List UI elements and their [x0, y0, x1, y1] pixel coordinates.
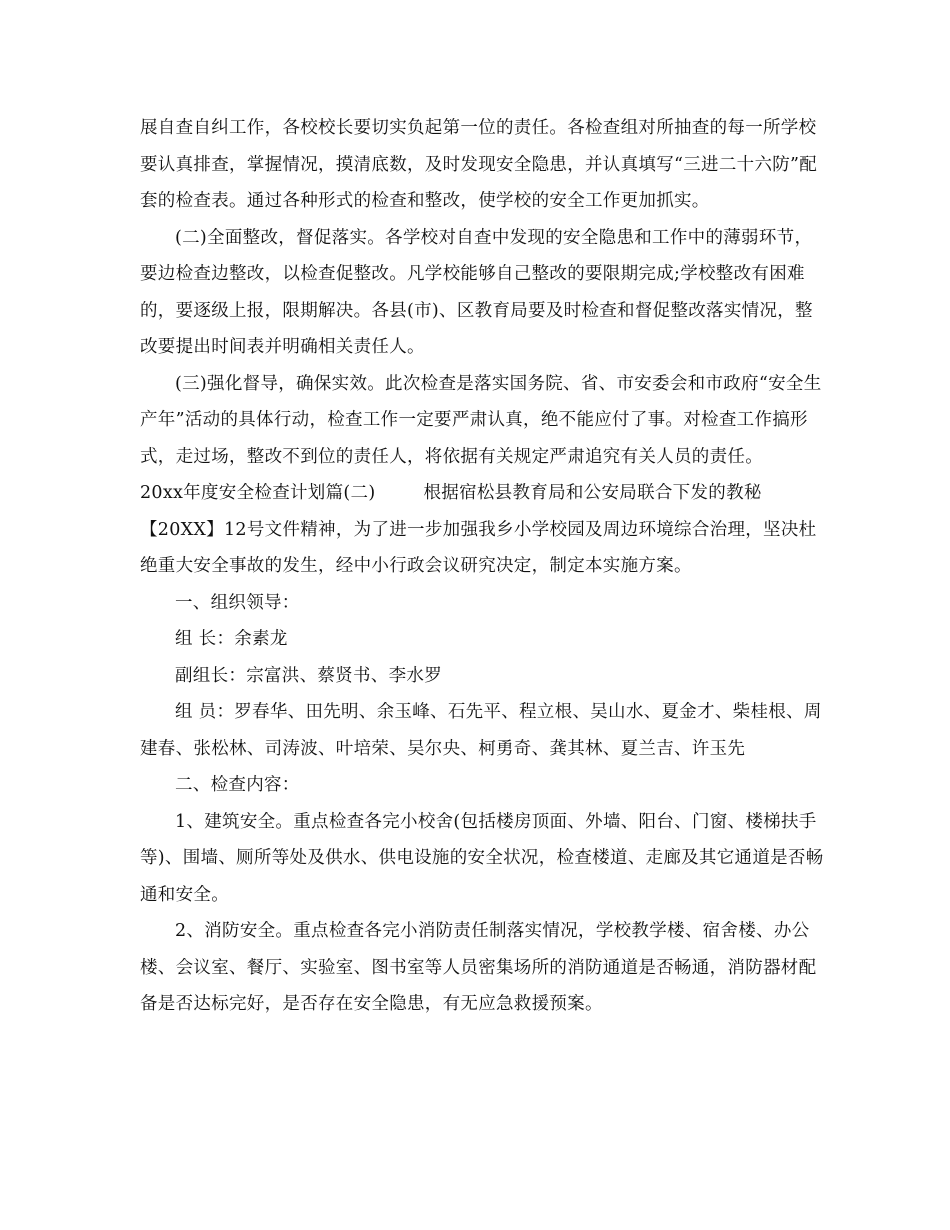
plan-intro-rest: 【20XX】12号文件精神，为了进一步加强我乡小学校园及周边环境综合治理，坚决杜绝重大安全事故的发生，经中小行政会议研究决定，制定本实施方案。 [140, 519, 817, 576]
item-fire-safety: 2、消防安全。重点检查各完小消防责任制落实情况，学校教学楼、宿舍楼、办公楼、会议室、餐厅、实验室、图书室等人员密集场所的消防通道是否畅通，消防器材配备是否达标完好，是否存在安全隐患，有无应急救援预案。 [140, 921, 817, 1014]
section-organization-heading: 一、组织领导： [175, 592, 300, 613]
paragraph-plan-intro [140, 475, 825, 585]
paragraph-self-inspection: 展自查自纠工作，各校校长要切实负起第一位的责任。各检查组对所抽查的每一所学校要认真排查，掌握情况，摸清底数，及时发现安全隐患，并认真填写“三进二十六防”配套的检查表。通过各种形式的检查和整改，使学校的安全工作更加抓实。 [140, 118, 818, 211]
group-leader-line: 组 长：余素龙 [175, 629, 288, 649]
paragraph-supervision: (三)强化督导，确保实效。此次检查是落实国务院、省、市安委会和市政府“安全生产年”活动的具体行动，检查工作一定要严肃认真，绝不能应付了事。对检查工作搞形式，走过场，整改不到位的责任人，将依据有关规定严肃追究有关人员的责任。 [140, 373, 822, 467]
section-inspection-content-heading: 二、检查内容： [175, 775, 300, 795]
item-building-safety: 1、建筑安全。重点检查各完小校舍(包括楼房顶面、外墙、阳台、门窗、楼梯扶手等)、围墙、厕所等处及供水、供电设施的安全状况，检查楼道、走廊及其它通道是否畅通和安全。 [140, 811, 824, 905]
plan-heading-title: 20xx年度安全检查计划篇(二) [140, 483, 376, 503]
document-body [140, 110, 825, 1023]
paragraph-rectification: (二)全面整改，督促落实。各学校对自查中发现的安全隐患和工作中的薄弱环节，要边检查边整改，以检查促整改。凡学校能够自己整改的要限期完成;学校整改有困难的，要逐级上报，限期解决。各县(市)、区教育局要及时检查和督促整改落实情况，整改要提出时间表并明确相关责任人。 [140, 227, 813, 357]
deputy-leader-line: 副组长：宗富洪、蔡贤书、李水罗 [175, 665, 442, 686]
plan-intro-lead: 根据宿松县教育局和公安局联合下发的教秘 [423, 483, 762, 503]
group-members-line: 组 员：罗春华、田先明、余玉峰、石先平、程立根、吴山水、夏金才、柴桂根、周建春、张松林、司涛波、叶培荣、吴尔央、柯勇奇、龚其林、夏兰吉、许玉先 [140, 702, 822, 759]
